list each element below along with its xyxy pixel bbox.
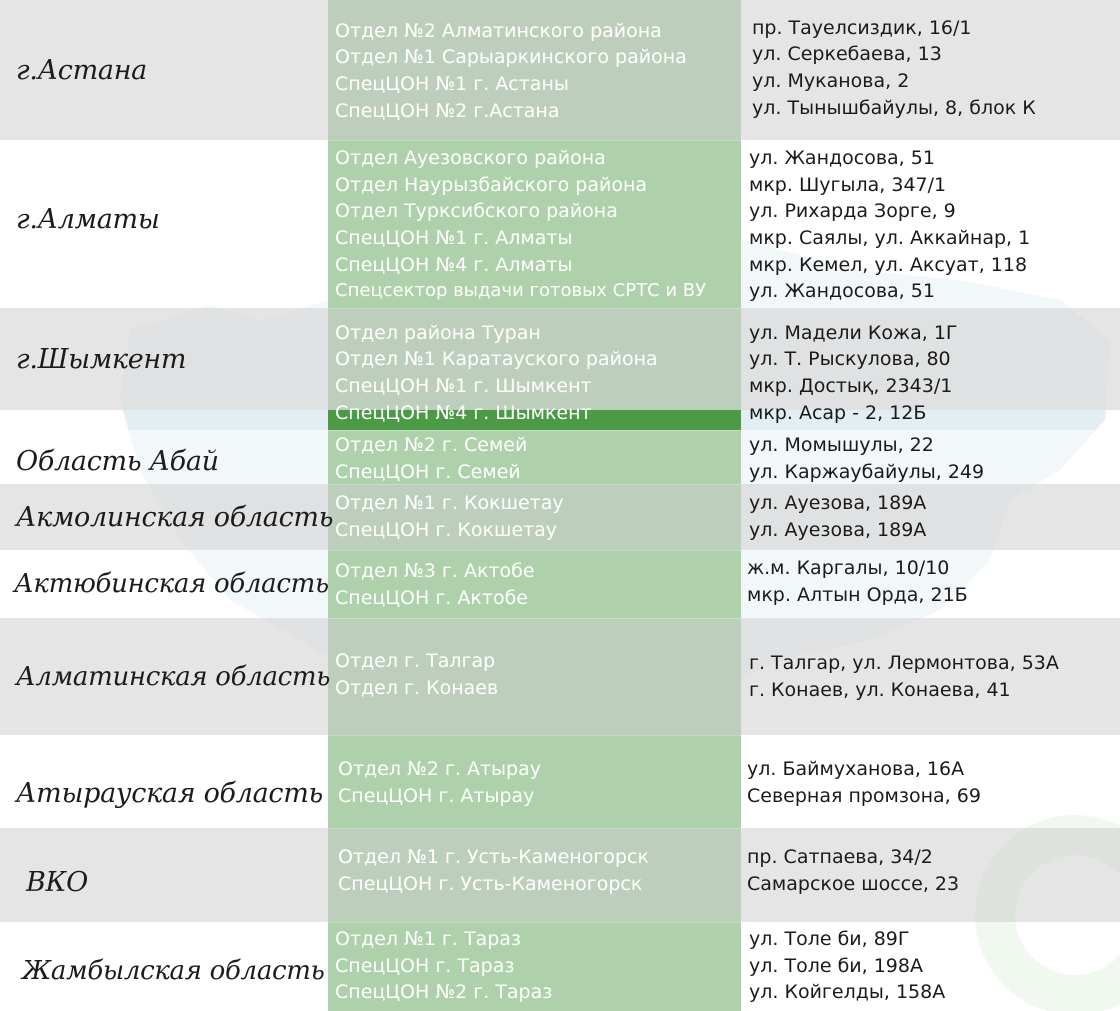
office-name: Спецсектор выдачи готовых СРТС и ВУ <box>335 280 707 302</box>
address: ул. Койгелды, 158А <box>749 981 946 1004</box>
office-name: Отдел №1 Каратауского района <box>335 348 658 371</box>
office-name: Отдел №1 Сарыаркинского района <box>335 46 687 69</box>
office-list <box>335 144 741 306</box>
address-list <box>749 650 1117 704</box>
office-list <box>335 16 741 126</box>
office-list <box>338 756 744 810</box>
address: мкр. Кемел, ул. Аксуат, 118 <box>749 253 1028 276</box>
address: ул. Каржаубайулы, 249 <box>749 461 985 483</box>
office-name: Отдел Турксибского района <box>335 200 618 223</box>
address-list <box>749 144 1117 306</box>
region-name: г.Шымкент <box>16 344 187 375</box>
office-name: Отдел района Туран <box>335 321 541 344</box>
office-name: СпецЦОН г. Тараз <box>335 954 515 977</box>
address: ул. Толе би, 198А <box>749 954 923 977</box>
office-name: СпецЦОН №1 г. Астаны <box>335 73 569 95</box>
address: ул. Жандосова, 51 <box>749 147 935 170</box>
address: ул. Жандосова, 51 <box>749 280 935 303</box>
address-list <box>749 432 1117 486</box>
address: г. Талгар, ул. Лермонтова, 53А <box>749 652 1059 675</box>
address: ул. Серкебаева, 13 <box>752 43 942 66</box>
office-name: СпецЦОН №2 г. Тараз <box>335 981 553 1004</box>
office-name: Отдел г. Талгар <box>335 650 496 673</box>
address-list <box>747 555 1115 609</box>
office-name: СпецЦОН №4 г. Шымкент <box>335 401 592 424</box>
region-name: Атырауская область <box>16 778 323 809</box>
office-list <box>335 926 741 1006</box>
address: ул. Ауезова, 189А <box>749 492 927 515</box>
region-name: г.Астана <box>16 54 147 86</box>
address: г. Конаев, ул. Конаева, 41 <box>749 679 1011 701</box>
office-name: СпецЦОН г. Атырау <box>338 785 535 807</box>
address-list <box>749 926 1117 1006</box>
office-list <box>338 844 744 898</box>
address: ул. Толе би, 89Г <box>749 928 910 951</box>
region-name: Актюбинская область <box>14 569 329 599</box>
address: ул. Мадели Кожа, 1Г <box>749 321 958 344</box>
office-name: Отдел Наурызбайского района <box>335 173 648 196</box>
address: мкр. Алтын Орда, 21Б <box>747 584 968 606</box>
address: пр. Сатпаева, 34/2 <box>747 846 933 869</box>
address: мкр. Достық, 2343/1 <box>749 375 953 397</box>
office-name: Отдел №2 г. Семей <box>335 434 528 457</box>
office-name: СпецЦОН №2 г.Астана <box>335 99 560 122</box>
office-name: Отдел №1 г. Кокшетау <box>335 492 564 515</box>
address: ул. Тынышбайулы, 8, блок К <box>752 96 1036 119</box>
office-name: Отдел Ауезовского района <box>335 147 606 170</box>
office-name: СпецЦОН г. Семей <box>335 461 521 483</box>
office-list <box>335 490 741 544</box>
office-name: СпецЦОН №4 г. Алматы <box>335 253 573 276</box>
office-name: Отдел №2 г. Атырау <box>338 758 541 781</box>
address: Самарское шоссе, 23 <box>747 873 960 895</box>
address: мкр. Саялы, ул. Аккайнар, 1 <box>749 227 1031 249</box>
address: ул. Муканова, 2 <box>752 70 910 92</box>
address: ул. Баймуханова, 16А <box>747 758 965 781</box>
office-name: СпецЦОН г. Актобе <box>335 587 528 609</box>
office-name: Отдел №3 г. Актобе <box>335 560 535 583</box>
office-list <box>335 558 741 612</box>
address: ул. Рихарда Зорге, 9 <box>749 200 956 223</box>
office-name: Отдел №2 Алматинского района <box>335 19 662 42</box>
address: мкр. Шугыла, 347/1 <box>749 173 947 196</box>
address: ул. Ауезова, 189А <box>749 519 927 541</box>
office-name: Отдел г. Конаев <box>335 677 499 699</box>
address: мкр. Асар - 2, 12Б <box>749 401 927 424</box>
address: пр. Тауелсиздик, 16/1 <box>752 16 972 39</box>
office-list <box>335 648 741 702</box>
region-name: Алматинская область <box>16 661 331 692</box>
address-list <box>747 756 1115 810</box>
region-name: Жамбылская область <box>22 955 325 986</box>
office-name: СпецЦОН №1 г. Шымкент <box>335 375 592 397</box>
region-name: г.Алматы <box>16 203 160 235</box>
office-name: СпецЦОН г. Кокшетау <box>335 519 558 541</box>
region-name: ВКО <box>26 866 88 898</box>
address: ул. Момышулы, 22 <box>749 434 934 457</box>
address-list <box>752 13 1120 123</box>
office-name: Отдел №1 г. Тараз <box>335 928 522 951</box>
office-list <box>335 318 741 428</box>
address: Северная промзона, 69 <box>747 785 981 807</box>
office-list <box>335 432 741 486</box>
address-list <box>749 490 1117 544</box>
address-list <box>749 318 1117 428</box>
address-list <box>747 844 1115 898</box>
address: ж.м. Каргалы, 10/10 <box>747 557 950 580</box>
region-name: Акмолинская область <box>16 501 334 533</box>
address: ул. Т. Рыскулова, 80 <box>749 348 951 371</box>
office-name: СпецЦОН №1 г. Алматы <box>335 227 573 249</box>
region-name: Область Абай <box>16 445 219 477</box>
office-name: Отдел №1 г. Усть-Каменогорск <box>338 846 649 869</box>
office-name: СпецЦОН г. Усть-Каменогорск <box>338 873 643 895</box>
